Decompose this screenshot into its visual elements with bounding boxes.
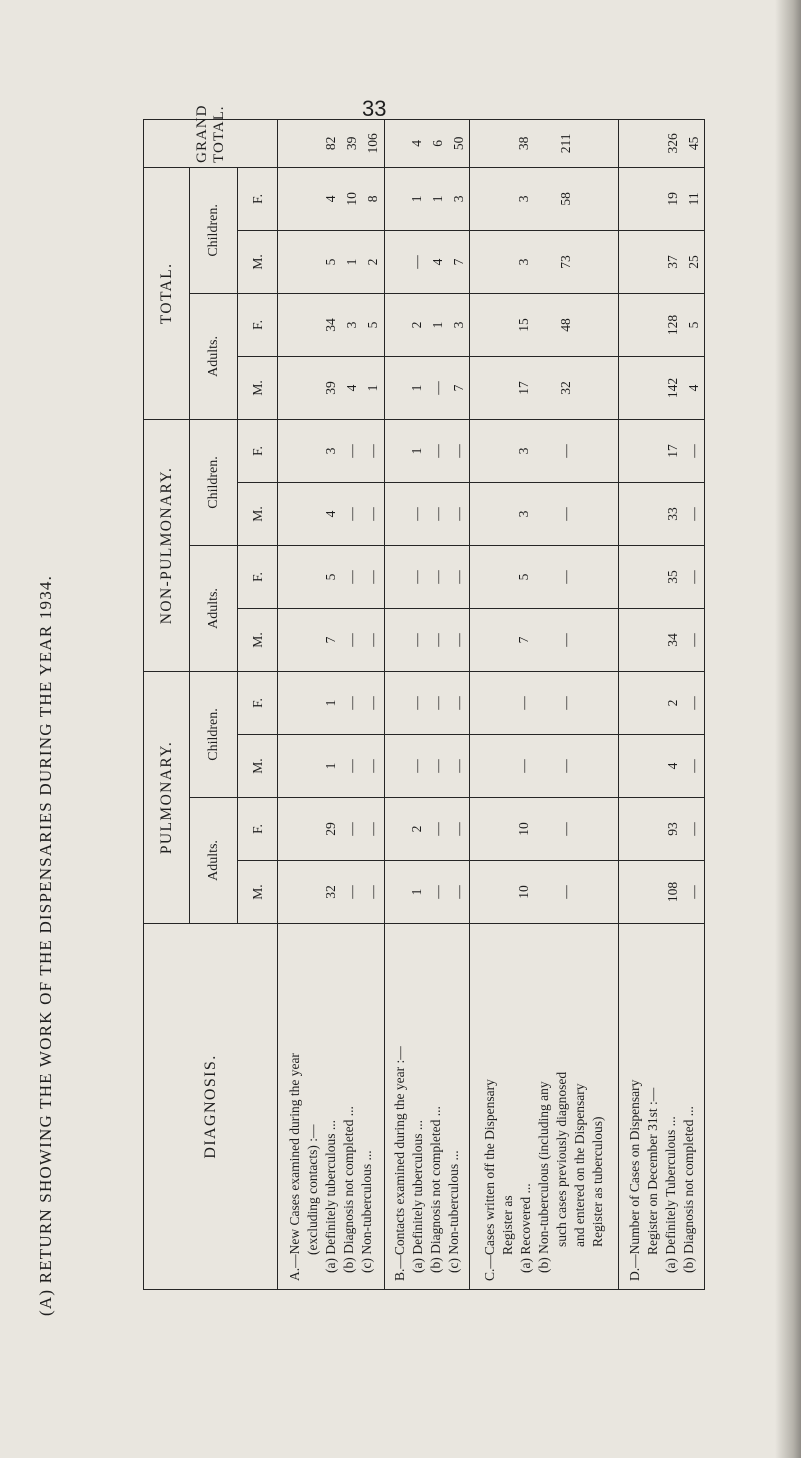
cell-b-pulm-adults-m: 1 — — (384, 861, 470, 924)
section-c-row (470, 119, 619, 1289)
cell-d-total-children-f: 19 11 (619, 167, 705, 230)
section-c-label: C.—Cases written off the Dispensary Register as (a) Recovered ... (b) Non-tuberculous (including any such cases previously diagnosed and entered on the Dispensary Register as tuberculous) (470, 924, 619, 1290)
cell-c-total-adults-m: 17 32 (470, 356, 619, 419)
cell-a-pulm-children-f: 1 — — (278, 671, 385, 734)
section-a-label: A.—New Cases examined during the year (excluding contacts) :— (a) Definitely tuberculous ... (b) Diagnosis not completed ... (c) Non-tuberculous ... (278, 924, 385, 1290)
cell-c-pulm-children-f: — — (470, 671, 619, 734)
section-b-row (384, 119, 470, 1289)
sex-header-f: F. (238, 545, 278, 608)
cell-a-total-adults-m: 39 4 1 (278, 356, 385, 419)
sex-header-m: M. (238, 608, 278, 671)
pulmonary-children-header: Children. (190, 671, 238, 797)
sex-header-f: F. (238, 419, 278, 482)
total-children-header: Children. (190, 167, 238, 293)
cell-c-pulm-adults-m: 10 — (470, 861, 619, 924)
non-pulmonary-header: NON-PULMONARY. (144, 419, 190, 671)
cell-d-nonpulm-children-m: 33 — (619, 482, 705, 545)
cell-a-pulm-children-m: 1 — — (278, 735, 385, 798)
section-d-label: D.—Number of Cases on Dispensary Register on December 31st :— (a) Definitely Tuberculous ... (b) Diagnosis not completed ... (619, 924, 705, 1290)
cell-b-total-children-f: 1 1 3 (384, 167, 470, 230)
cell-a-nonpulm-children-f: 3 — — (278, 419, 385, 482)
sex-header-m: M. (238, 356, 278, 419)
return-table-sheet (143, 104, 705, 1290)
cell-d-total-adults-f: 128 5 (619, 293, 705, 356)
section-b-label: B.—Contacts examined during the year :— (a) Definitely tuberculous ... (b) Diagnosis not completed ... (c) Non-tuberculous ... (384, 924, 470, 1290)
cell-c-total-adults-f: 15 48 (470, 293, 619, 356)
cell-a-nonpulm-adults-m: 7 — — (278, 608, 385, 671)
cell-b-nonpulm-children-f: 1 — — (384, 419, 470, 482)
cell-b-grand-total: 4 6 50 (384, 119, 470, 167)
grand-total-header: GRAND TOTAL. (144, 119, 278, 167)
non-pulmonary-adults-header: Adults. (190, 545, 238, 671)
pulmonary-header: PULMONARY. (144, 671, 190, 923)
cell-d-pulm-children-m: 4 — (619, 735, 705, 798)
cell-c-pulm-adults-f: 10 — (470, 798, 619, 861)
cell-b-nonpulm-adults-m: — — — (384, 608, 470, 671)
section-a-row (278, 119, 385, 1289)
page-edge-shadow (775, 0, 801, 1458)
pulmonary-adults-header: Adults. (190, 798, 238, 924)
cell-b-pulm-children-m: — — — (384, 735, 470, 798)
cell-c-nonpulm-adults-f: 5 — (470, 545, 619, 608)
sex-header-f: F. (238, 167, 278, 230)
cell-d-grand-total: 326 45 (619, 119, 705, 167)
non-pulmonary-children-header: Children. (190, 419, 238, 545)
cell-a-nonpulm-adults-f: 5 — — (278, 545, 385, 608)
cell-d-nonpulm-children-f: 17 — (619, 419, 705, 482)
cell-a-total-children-f: 4 10 8 (278, 167, 385, 230)
cell-d-nonpulm-adults-m: 34 — (619, 608, 705, 671)
cell-a-grand-total: 82 39 106 (278, 119, 385, 167)
cell-c-total-children-f: 3 58 (470, 167, 619, 230)
cell-a-pulm-adults-m: 32 — — (278, 861, 385, 924)
cell-d-pulm-adults-m: 108 — (619, 861, 705, 924)
cell-a-nonpulm-children-m: 4 — — (278, 482, 385, 545)
cell-c-nonpulm-children-m: 3 — (470, 482, 619, 545)
cell-b-total-adults-m: 1 — 7 (384, 356, 470, 419)
cell-a-pulm-adults-f: 29 — — (278, 798, 385, 861)
page-title: (A) RETURN SHOWING THE WORK OF THE DISPENSARIES DURING THE YEAR 1934. (36, 574, 55, 1316)
cell-b-total-children-m: — 4 7 (384, 230, 470, 293)
section-d-row (619, 119, 705, 1289)
cell-d-total-adults-m: 142 4 (619, 356, 705, 419)
cell-b-total-adults-f: 2 1 3 (384, 293, 470, 356)
diagnosis-header: DIAGNOSIS. (144, 924, 278, 1290)
return-table (143, 104, 705, 1290)
cell-c-grand-total: 38 211 (470, 119, 619, 167)
sex-header-m: M. (238, 230, 278, 293)
cell-b-nonpulm-children-m: — — — (384, 482, 470, 545)
cell-a-total-children-m: 5 1 2 (278, 230, 385, 293)
cell-c-pulm-children-m: — — (470, 735, 619, 798)
cell-d-total-children-m: 37 25 (619, 230, 705, 293)
cell-c-nonpulm-adults-m: 7 — (470, 608, 619, 671)
cell-d-nonpulm-adults-f: 35 — (619, 545, 705, 608)
sex-header-f: F. (238, 671, 278, 734)
total-adults-header: Adults. (190, 293, 238, 419)
sex-header-m: M. (238, 861, 278, 924)
sex-header-m: M. (238, 735, 278, 798)
sex-header-f: F. (238, 293, 278, 356)
cell-c-nonpulm-children-f: 3 — (470, 419, 619, 482)
sex-header-m: M. (238, 482, 278, 545)
total-header: TOTAL. (144, 167, 190, 419)
cell-c-total-children-m: 3 73 (470, 230, 619, 293)
cell-b-pulm-adults-f: 2 — — (384, 798, 470, 861)
cell-b-pulm-children-f: — — — (384, 671, 470, 734)
page-number: 33 (362, 96, 387, 121)
sex-header-f: F. (238, 798, 278, 861)
cell-d-pulm-children-f: 2 — (619, 671, 705, 734)
cell-a-total-adults-f: 34 3 5 (278, 293, 385, 356)
cell-d-pulm-adults-f: 93 — (619, 798, 705, 861)
cell-b-nonpulm-adults-f: — — — (384, 545, 470, 608)
